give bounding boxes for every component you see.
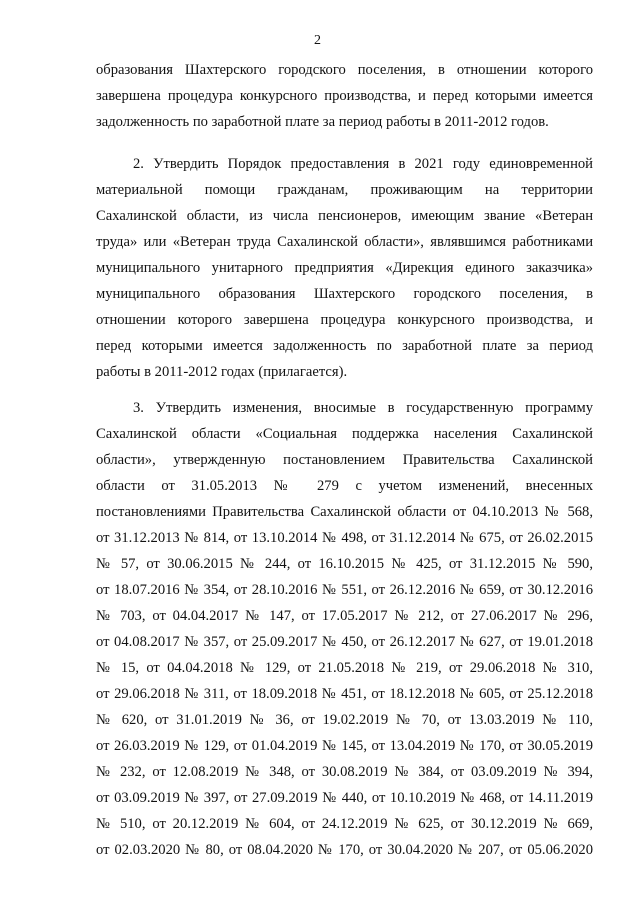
text-line: 2. Утвердить Порядок предоставления в 2021 году единовременной	[133, 156, 593, 172]
text-line: муниципального унитарного предприятия «Дирекция единого заказчика»	[96, 260, 593, 276]
text-line: от 31.12.2013 № 814, от 13.10.2014 № 498, от 31.12.2014 № 675, от 26.02.2015	[96, 530, 593, 546]
text-line: задолженность по заработной плате за период работы в 2011-2012 годов.	[96, 114, 549, 130]
text-line: от 29.06.2018 № 311, от 18.09.2018 № 451, от 18.12.2018 № 605, от 25.12.2018	[96, 686, 593, 702]
text-line: от 03.09.2019 № 397, от 27.09.2019 № 440, от 10.10.2019 № 468, от 14.11.2019	[96, 790, 593, 806]
text-line: постановлениями Правительства Сахалинской области от 04.10.2013 № 568,	[96, 504, 593, 520]
text-line: № 15, от 04.04.2018 № 129, от 21.05.2018 № 219, от 29.06.2018 № 310,	[96, 660, 593, 676]
text-line: № 57, от 30.06.2015 № 244, от 16.10.2015 № 425, от 31.12.2015 № 590,	[96, 556, 593, 572]
text-line: Сахалинской области «Социальная поддержка населения Сахалинской	[96, 426, 593, 442]
text-line: отношении которого завершена процедура конкурсного производства, и	[96, 312, 593, 328]
text-line: от 18.07.2016 № 354, от 28.10.2016 № 551, от 26.12.2016 № 659, от 30.12.2016	[96, 582, 593, 598]
text-line: № 510, от 20.12.2019 № 604, от 24.12.2019 № 625, от 30.12.2019 № 669,	[96, 816, 593, 832]
text-line: труда» или «Ветеран труда Сахалинской области», являвшимся работниками	[96, 234, 593, 250]
text-line: № 703, от 04.04.2017 № 147, от 17.05.2017 № 212, от 27.06.2017 № 296,	[96, 608, 593, 624]
text-line: № 620, от 31.01.2019 № 36, от 19.02.2019 № 70, от 13.03.2019 № 110,	[96, 712, 593, 728]
text-line: № 232, от 12.08.2019 № 348, от 30.08.2019 № 384, от 03.09.2019 № 394,	[96, 764, 593, 780]
text-line: от 04.08.2017 № 357, от 25.09.2017 № 450, от 26.12.2017 № 627, от 19.01.2018	[96, 634, 593, 650]
text-line: от 02.03.2020 № 80, от 08.04.2020 № 170, от 30.04.2020 № 207, от 05.06.2020	[96, 842, 593, 858]
text-line: от 26.03.2019 № 129, от 01.04.2019 № 145, от 13.04.2019 № 170, от 30.05.2019	[96, 738, 593, 754]
text-line: перед которыми имеется задолженность по заработной плате за период	[96, 338, 593, 354]
text-line: Сахалинской области, из числа пенсионеров, имеющим звание «Ветеран	[96, 208, 593, 224]
text-line: муниципального образования Шахтерского городского поселения, в	[96, 286, 593, 302]
text-line: завершена процедура конкурсного производства, и перед которыми имеется	[96, 88, 593, 104]
text-line: 3. Утвердить изменения, вносимые в государственную программу	[133, 400, 593, 416]
text-line: образования Шахтерского городского поселения, в отношении которого	[96, 62, 593, 78]
text-line: материальной помощи гражданам, проживающим на территории	[96, 182, 593, 198]
text-line: области от 31.05.2013 № 279 с учетом изменений, внесенных	[96, 478, 593, 494]
page-number: 2	[314, 33, 321, 48]
text-line: области», утвержденную постановлением Правительства Сахалинской	[96, 452, 593, 468]
text-line: работы в 2011-2012 годах (прилагается).	[96, 364, 348, 380]
